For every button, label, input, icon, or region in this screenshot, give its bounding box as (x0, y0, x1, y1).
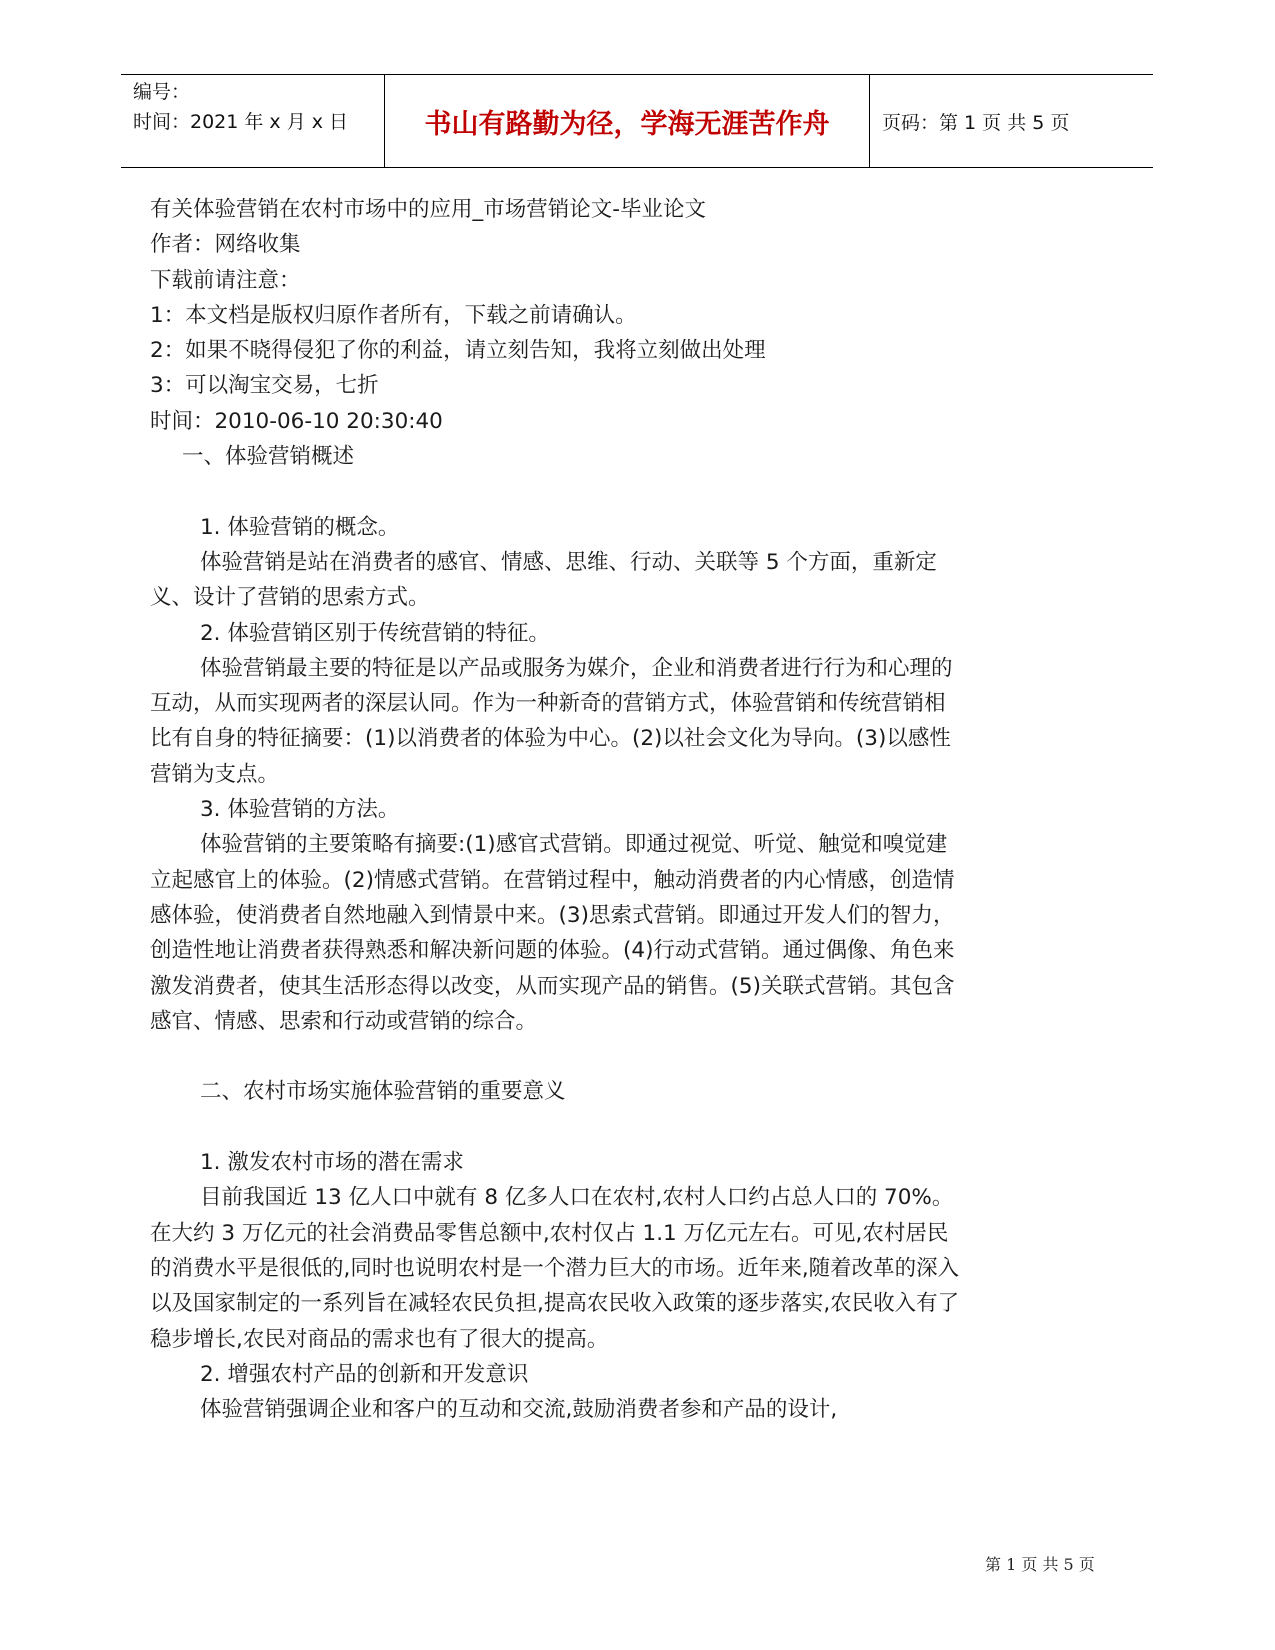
header-motto: 书山有路勤为径，学海无涯苦作舟 (384, 75, 870, 167)
time-label: 时间：2021 年 x 月 x 日 (133, 111, 349, 133)
subsection-heading: 1. 激发农村市场的潜在需求 (200, 1150, 464, 1176)
header-meta (121, 75, 384, 167)
notice-heading: 下载前请注意： (150, 267, 301, 293)
header-page-label: 页码：第 1 页 共 5 页 (882, 111, 1070, 134)
subsection-heading: 2. 增强农村产品的创新和开发意识 (200, 1361, 529, 1387)
paragraph: 体验营销强调企业和客户的互动和交流,鼓励消费者参和产品的设计, (200, 1397, 838, 1423)
notice-item: 2：如果不晓得侵犯了你的利益，请立刻告知，我将立刻做出处理 (150, 338, 766, 364)
subsection-heading: 2. 体验营销区别于传统营销的特征。 (200, 620, 550, 646)
section-heading: 二、农村市场实施体验营销的重要意义 (200, 1079, 566, 1105)
paragraph: 体验营销最主要的特征是以产品或服务为媒介，企业和消费者进行行为和心理的互动，从而实现两者的深层认同。作为一种新奇的营销方式，体验营销和传统营销相比有自身的特征摘要：(1)以消费者的体验为中心。(2)以社会文化为导向。(3)以感性营销为支点。 (150, 655, 953, 787)
subsection-heading: 3. 体验营销的方法。 (200, 797, 400, 823)
page-header (121, 74, 1153, 168)
subsection-heading: 1. 体验营销的概念。 (200, 514, 400, 540)
paragraph: 体验营销是站在消费者的感官、情感、思维、行动、关联等 5 个方面，重新定义、设计了营销的思索方式。 (150, 549, 937, 611)
spacer (150, 1110, 965, 1145)
document-body (150, 192, 965, 1427)
paragraph: 目前我国近 13 亿人口中就有 8 亿多人口在农村,农村人口约占总人口的 70%。在大约 3 万亿元的社会消费品零售总额中,农村仅占 1.1 万亿元左右。可见,农村居民的消费水平是很低的,同时也说明农村是一个潜力巨大的市场。近年来,随着改革的深入以及国家制定的一系列旨在减轻农民负担,提高农民收入政策的逐步落实,农民收入有了稳步增长,农民对商品的需求也有了很大的提高。 (150, 1185, 960, 1352)
doc-author: 作者：网络收集 (150, 232, 301, 258)
spacer (150, 1039, 965, 1074)
doc-title: 有关体验营销在农村市场中的应用_市场营销论文-毕业论文 (150, 197, 707, 222)
section-heading: 一、体验营销概述 (182, 444, 355, 470)
paragraph: 体验营销的主要策略有摘要:(1)感官式营销。即通过视觉、听觉、触觉和嗅觉建立起感官上的体验。(2)情感式营销。在营销过程中，触动消费者的内心情感，创造情感体验，使消费者自然地融入到情景中来。(3)思索式营销。即通过开发人们的智力，创造性地让消费者获得熟悉和解决新问题的体验。(4)行动式营销。通过偶像、角色来激发消费者，使其生活形态得以改变，从而实现产品的销售。(5)关联式营销。其包含感官、情感、思索和行动或营销的综合。 (150, 832, 955, 1034)
notice-item: 1：本文档是版权归原作者所有，下载之前请确认。 (150, 302, 637, 328)
notice-item: 3：可以淘宝交易，七折 (150, 373, 379, 399)
number-label: 编号： (133, 81, 191, 103)
spacer (150, 474, 965, 509)
page-footer: 第 1 页 共 5 页 (985, 1555, 1095, 1574)
doc-datetime: 时间：2010-06-10 20:30:40 (150, 408, 443, 434)
